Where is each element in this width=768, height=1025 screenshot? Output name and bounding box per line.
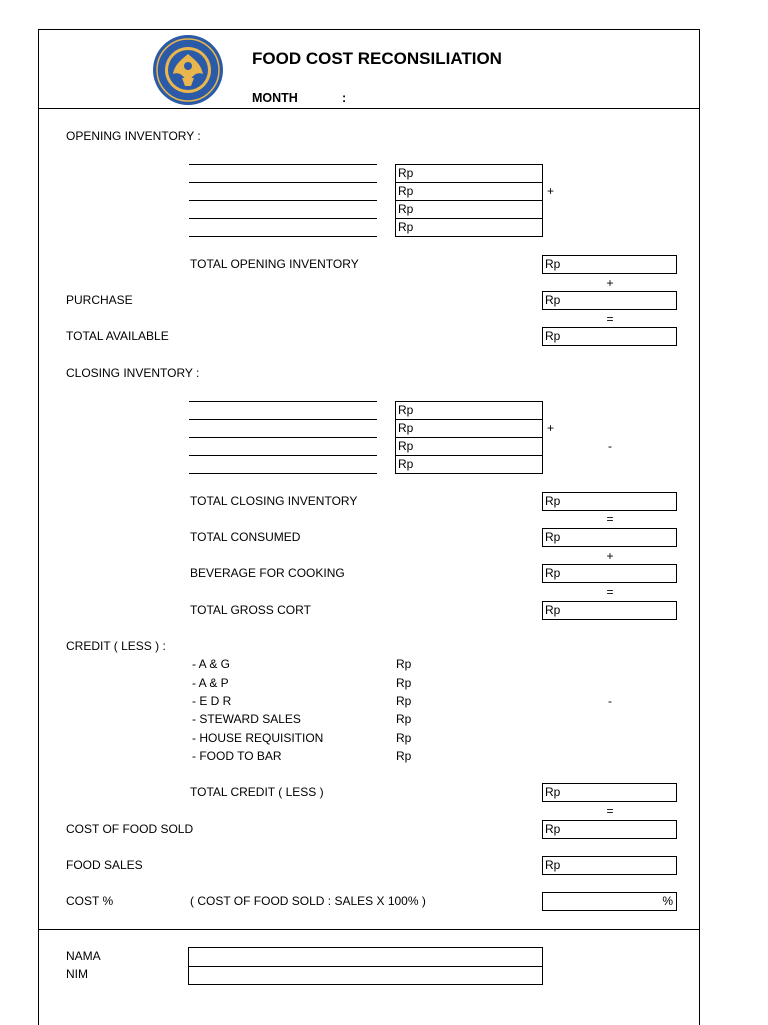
total-gross-cost-label: TOTAL GROSS CORT — [190, 603, 311, 617]
total-consumed-label: TOTAL CONSUMED — [190, 530, 301, 544]
credit-item-label: - STEWARD SALES — [192, 712, 301, 726]
equals-sign: = — [606, 312, 614, 326]
purchase-label: PURCHASE — [66, 293, 133, 307]
total-gross-cost-field[interactable]: Rp — [542, 601, 677, 620]
total-closing-inventory-label: TOTAL CLOSING INVENTORY — [190, 494, 358, 508]
plus-sign: + — [606, 276, 614, 290]
total-closing-inventory-field[interactable]: Rp — [542, 492, 677, 511]
equals-sign: = — [606, 512, 614, 526]
food-sales-field[interactable]: Rp — [542, 856, 677, 875]
credit-item-currency[interactable]: Rp — [396, 712, 412, 726]
month-colon: : — [342, 91, 347, 105]
purchase-field[interactable]: Rp — [542, 291, 677, 310]
opening-amount-field[interactable]: Rp — [395, 218, 543, 237]
opening-item-line[interactable] — [189, 218, 377, 219]
closing-amount-field[interactable]: Rp — [395, 401, 543, 420]
cost-of-food-sold-label: COST OF FOOD SOLD — [66, 822, 194, 836]
opening-item-line[interactable] — [189, 236, 377, 237]
closing-amount-field[interactable]: Rp — [395, 437, 543, 456]
credit-item-label: - A & P — [192, 676, 229, 690]
total-available-field[interactable]: Rp — [542, 327, 677, 346]
plus-sign: + — [606, 549, 614, 563]
footer-divider — [38, 929, 699, 930]
credit-item-currency[interactable]: Rp — [396, 749, 412, 763]
equals-sign: = — [606, 585, 614, 599]
plus-sign: + — [547, 184, 555, 198]
closing-item-line[interactable] — [189, 401, 377, 402]
nim-label: NIM — [66, 967, 88, 981]
credit-item-currency[interactable]: Rp — [396, 694, 412, 708]
credit-item-currency[interactable]: Rp — [396, 731, 412, 745]
total-available-label: TOTAL AVAILABLE — [66, 329, 169, 343]
opening-item-line[interactable] — [189, 182, 377, 183]
food-sales-label: FOOD SALES — [66, 858, 143, 872]
opening-item-line[interactable] — [189, 164, 377, 165]
total-credit-label: TOTAL CREDIT ( LESS ) — [190, 785, 324, 799]
closing-item-line[interactable] — [189, 455, 377, 456]
page-title: FOOD COST RECONSILIATION — [252, 49, 502, 68]
closing-amount-field[interactable]: Rp — [395, 455, 543, 474]
closing-item-line[interactable] — [189, 419, 377, 420]
closing-item-line[interactable] — [189, 473, 377, 474]
beverage-for-cooking-field[interactable]: Rp — [542, 564, 677, 583]
cost-percent-label: COST % — [66, 894, 114, 908]
minus-sign: - — [608, 694, 612, 708]
nama-field[interactable] — [188, 947, 543, 967]
cost-percent-field[interactable]: % — [542, 892, 677, 911]
opening-inventory-label: OPENING INVENTORY : — [66, 129, 201, 143]
header-divider — [38, 108, 699, 109]
credit-item-label: - E D R — [192, 694, 232, 708]
credit-less-label: CREDIT ( LESS ) : — [66, 639, 166, 653]
closing-item-line[interactable] — [189, 437, 377, 438]
credit-item-label: - A & G — [192, 657, 231, 671]
month-label: MONTH — [252, 91, 298, 105]
credit-item-label: - HOUSE REQUISITION — [192, 731, 324, 745]
cost-of-food-sold-field[interactable]: Rp — [542, 820, 677, 839]
credit-item-currency[interactable]: Rp — [396, 657, 412, 671]
opening-item-line[interactable] — [189, 200, 377, 201]
nim-field[interactable] — [188, 966, 543, 985]
total-consumed-field[interactable]: Rp — [542, 528, 677, 547]
beverage-for-cooking-label: BEVERAGE FOR COOKING — [190, 566, 345, 580]
total-credit-field[interactable]: Rp — [542, 783, 677, 802]
plus-sign: + — [547, 421, 555, 435]
cost-formula-label: ( COST OF FOOD SOLD : SALES X 100% ) — [190, 894, 426, 908]
institution-seal-logo — [151, 34, 225, 106]
minus-sign: - — [608, 439, 612, 453]
total-opening-inventory-label: TOTAL OPENING INVENTORY — [190, 257, 359, 271]
closing-amount-field[interactable]: Rp — [395, 419, 543, 438]
nama-label: NAMA — [66, 949, 101, 963]
form-frame — [38, 29, 700, 1025]
credit-item-currency[interactable]: Rp — [396, 676, 412, 690]
total-opening-inventory-field[interactable]: Rp — [542, 255, 677, 274]
opening-amount-field[interactable]: Rp — [395, 164, 543, 183]
closing-inventory-label: CLOSING INVENTORY : — [66, 366, 200, 380]
equals-sign: = — [606, 804, 614, 818]
credit-item-label: - FOOD TO BAR — [192, 749, 282, 763]
opening-amount-field[interactable]: Rp — [395, 182, 543, 201]
opening-amount-field[interactable]: Rp — [395, 200, 543, 219]
